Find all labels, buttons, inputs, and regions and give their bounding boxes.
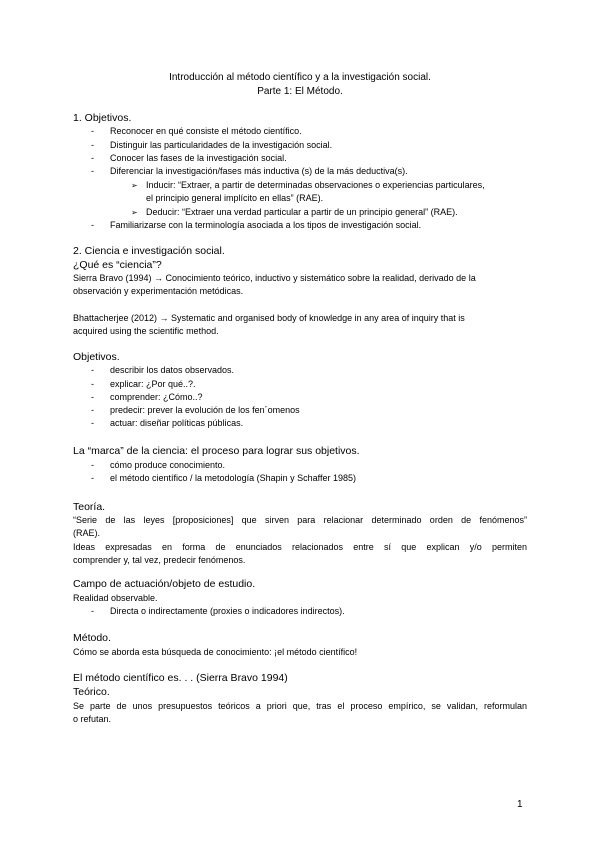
metodo-heading: Método. (73, 632, 111, 644)
list-bullet: - (91, 140, 94, 150)
teorico-text-cont: o refutan. (73, 714, 112, 724)
teoria-ideas-cont: comprender y, tal vez, predecir fenómenos. (73, 555, 246, 565)
list-item: describir los datos observados. (110, 365, 235, 375)
teoria-ideas: Ideas expresadas en forma de enunciados relacionados entre sí que explican y/o permiten (73, 542, 527, 552)
campo-heading: Campo de actuación/objeto de estudio. (73, 578, 256, 590)
list-item: Familiarizarse con la terminología asociada a los tipos de investigación social. (110, 220, 422, 230)
sierra-definition: Sierra Bravo (1994) → Conocimiento teórico, inductivo y sistemático sobre la realidad, derivado de la (73, 273, 476, 283)
list-item: Directa o indirectamente (proxies o indicadores indirectos). (110, 606, 345, 616)
sub-list-item-continuation: el principio general implícito en ellas” (RAE). (146, 193, 324, 203)
list-item: el método científico / la metodología (Shapin y Schaffer 1985) (110, 473, 356, 483)
section-heading-objetivos: 1. Objetivos. (73, 112, 132, 124)
list-bullet: - (91, 379, 94, 389)
section-heading-ciencia: 2. Ciencia e investigación social. (73, 245, 225, 257)
list-bullet: - (91, 473, 94, 483)
sierra-definition-cont: observación y experimentación metódicas. (73, 286, 244, 296)
list-item: comprender: ¿Cómo..? (110, 392, 203, 402)
metodo-text: Cómo se aborda esta búsqueda de conocimiento: ¡el método científico! (73, 647, 358, 657)
list-bullet: - (91, 126, 94, 136)
list-item: explicar: ¿Por qué..?. (110, 379, 196, 389)
arrow-bullet-icon: ➢ (131, 208, 138, 217)
list-item: Reconocer en qué consiste el método científico. (110, 126, 302, 136)
document-subtitle: Parte 1: El Método. (257, 86, 343, 97)
list-item: predecir: prever la evolución de los fen´omenos (110, 405, 300, 415)
sub-list-item: Inducir: “Extraer, a partir de determinadas observaciones o experiencias particulares, (146, 180, 485, 190)
list-bullet: - (91, 606, 94, 616)
sub-list-item: Deducir: “Extraer una verdad particular a partir de un principio general” (RAE). (146, 207, 458, 217)
document-title: Introducción al método científico y a la investigación social. (169, 72, 431, 83)
objetivos-heading: Objetivos. (73, 351, 120, 363)
list-item: Conocer las fases de la investigación social. (110, 153, 287, 163)
teoria-heading: Teoría. (73, 501, 106, 513)
list-item: cómo produce conocimiento. (110, 460, 226, 470)
question-heading: ¿Qué es “ciencia”? (73, 259, 162, 271)
bhattacherjee-definition-cont: acquired using the scientific method. (73, 326, 219, 336)
list-item: Diferenciar la investigación/fases más inductiva (s) de la más deductiva(s). (110, 166, 408, 176)
page-number: 1 (517, 799, 523, 810)
list-bullet: - (91, 220, 94, 230)
list-item: actuar: diseñar políticas públicas. (110, 418, 244, 428)
list-bullet: - (91, 392, 94, 402)
metodo-es-heading: El método científico es. . . (Sierra Bravo 1994) (73, 672, 288, 684)
teoria-definition: “Serie de las leyes [proposiciones] que sirven para relacionar determinado orden de fenómenos” (73, 515, 527, 525)
list-bullet: - (91, 166, 94, 176)
teoria-definition-cont: (RAE). (73, 528, 100, 538)
teorico-text: Se parte de unos presupuestos teóricos a priori que, tras el proceso empírico, se validan, reformulan (73, 701, 527, 711)
campo-text: Realidad observable. (73, 593, 158, 603)
list-bullet: - (91, 153, 94, 163)
list-bullet: - (91, 460, 94, 470)
teorico-heading: Teórico. (73, 686, 110, 698)
list-item: Distinguir las particularidades de la investigación social. (110, 140, 333, 150)
list-bullet: - (91, 405, 94, 415)
arrow-bullet-icon: ➢ (131, 181, 138, 190)
list-bullet: - (91, 418, 94, 428)
list-bullet: - (91, 365, 94, 375)
bhattacherjee-definition: Bhattacherjee (2012) → Systematic and organised body of knowledge in any area of inquiry that is (73, 313, 465, 323)
marca-heading: La “marca” de la ciencia: el proceso para lograr sus objetivos. (73, 445, 360, 457)
